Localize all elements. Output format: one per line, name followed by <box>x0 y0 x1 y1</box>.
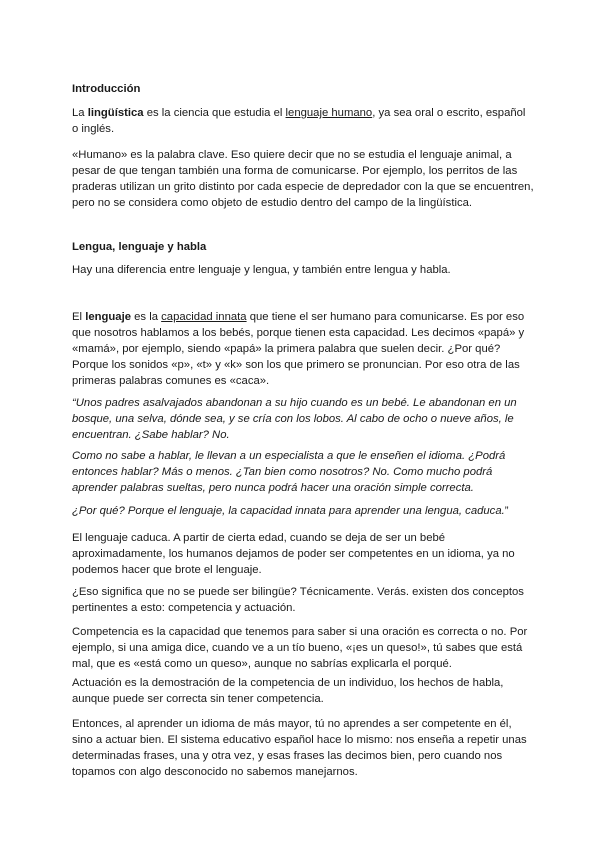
quote-paragraph-1: “Unos padres asalvajados abandonan a su hijo cuando es un bebé. Le abandonan en un bosque, una selva, dónde sea, y se cría con los lobos. Al cabo de ocho o nueve años, le encuentran. ¿Sabe hablar? No. <box>72 397 517 441</box>
text-run: es la <box>131 311 162 323</box>
actuacion-paragraph: Actuación es la demostración de la competencia de un individuo, los hechos de habla, aunque puede ser correcta sin tener competencia. <box>72 677 504 705</box>
lenguaje-paragraph <box>72 309 534 389</box>
text-run: que tiene el ser humano para comunicarse. Es por eso que nosotros hablamos a los bebés, porque tienen esta capacidad. Les decimos «papá» y «mamá», por ejemplo, siendo «papá» la primera palabra que suelen decir. ¿Por qué? Porque los sonidos «p», «t» y «k» son los que primero se pronuncian. Por eso otra de las primeras palabras comunes es «caca». <box>72 311 525 387</box>
intro-heading: Introducción <box>72 83 141 95</box>
quote-text: ¿Por qué? Porque el lenguaje, la capacidad innata para aprender una lengua, caduca. <box>72 505 505 517</box>
lenguaje-humano-link[interactable]: lenguaje humano <box>285 107 373 119</box>
capacidad-innata-link[interactable]: capacidad innata <box>161 311 247 323</box>
term-lenguaje: lenguaje <box>85 311 132 323</box>
conclusion-paragraph: Entonces, al aprender un idioma de más mayor, tú no aprendes a ser competente en él, sino a actuar bien. El sistema educativo español hace lo mismo: nos enseña a repetir unas determinadas frases, una y otra vez, y esas frases las decimos bien, pero cuando nos topamos con algo desconocido no sabemos manejarnos. <box>72 718 527 778</box>
text-run: El <box>72 311 86 323</box>
closing-quote-mark: ” <box>504 505 509 517</box>
bilingue-paragraph: ¿Eso significa que no se puede ser bilingüe? Técnicamente. Verás. existen dos conceptos pertinentes a esto: competencia y actuación. <box>72 586 524 614</box>
competencia-paragraph: Competencia es la capacidad que tenemos para saber si una oración es correcta o no. Por ejemplo, si una amiga dice, cuando ve a un tío bueno, «¡es un queso!», tú sabes que está mal, que es «está como un queso», aunque no sabrías explicarla el porqué. <box>72 626 528 670</box>
quote-paragraph-2: Como no sabe a hablar, le llevan a un especialista a que le enseñen el idioma. ¿Podrá entonces hablar? Más o menos. ¿Tan bien como nosotros? No. Como mucho podrá aprender palabras sueltas, pero nunca podrá hacer una oración simple correcta. <box>72 450 506 494</box>
section-paragraph-1: Hay una diferencia entre lenguaje y lengua, y también entre lengua y habla. <box>72 264 451 276</box>
text-run: es la ciencia que estudia el <box>143 107 286 119</box>
text-run: , ya sea oral o escrito, español o inglés. <box>72 107 526 135</box>
term-linguistica: lingüística <box>87 107 144 119</box>
intro-paragraph-1 <box>72 105 534 137</box>
text-run: La <box>72 107 88 119</box>
section-heading-lengua: Lengua, lenguaje y habla <box>72 241 207 253</box>
quote-paragraph-3 <box>72 503 534 519</box>
caduca-paragraph: El lenguaje caduca. A partir de cierta edad, cuando se deja de ser un bebé aproximadamente, los humanos dejamos de poder ser competentes en un idioma, ya no podemos hacer que brote el lenguaje. <box>72 532 515 576</box>
intro-paragraph-2: «Humano» es la palabra clave. Eso quiere decir que no se estudia el lenguaje animal, a pesar de que tengan también una forma de comunicarse. Por ejemplo, los perritos de las praderas utilizan un grito distinto por cada especie de depredador con la que se encuentren, pero no se considera como objeto de estudio dentro del campo de la lingüística. <box>72 149 534 209</box>
